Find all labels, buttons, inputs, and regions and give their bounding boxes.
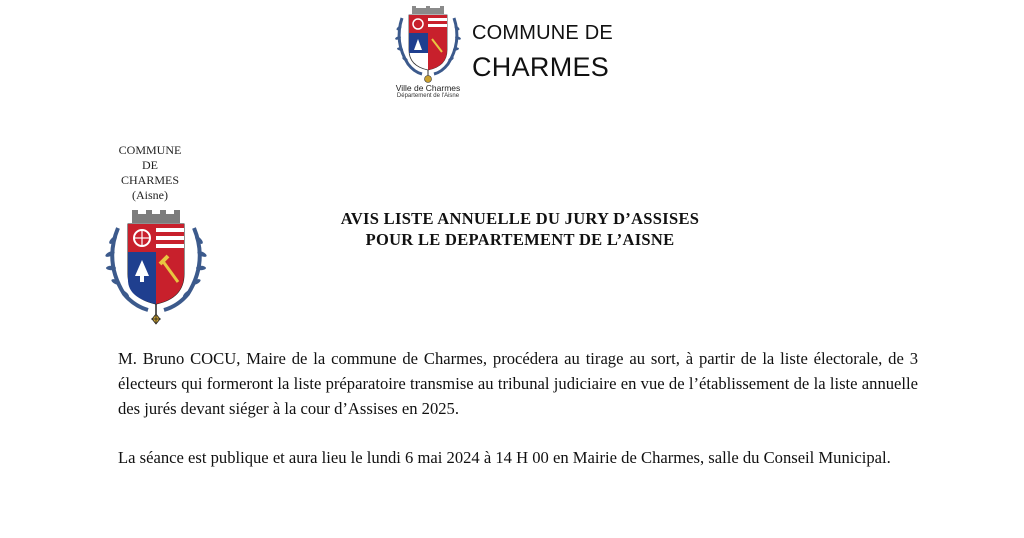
header-title <box>472 21 613 84</box>
letterhead-line4: (Aisne) <box>132 188 168 202</box>
notice-title-line2: POUR LE DEPARTEMENT DE L’AISNE <box>365 230 675 249</box>
letterhead-line1: COMMUNE <box>118 143 182 157</box>
header-title-line1: COMMUNE DE <box>472 22 613 44</box>
letterhead-line3: CHARMES <box>120 173 179 187</box>
coat-of-arms-icon <box>104 210 208 334</box>
header-logo <box>392 6 464 102</box>
letterhead-line2: DE <box>142 158 158 172</box>
letterhead-text <box>100 143 200 203</box>
notice-paragraph-1: M. Bruno COCU, Maire de la commune de Charmes, procédera au tirage au sort, à partir de la liste électorale, de 3 électeurs qui formeront la liste préparatoire transmise au tribunal judiciaire en vue de l’établissement de la liste annuelle des jurés devant siéger à la cour d’Assises en 2025. <box>118 349 918 418</box>
logo-caption-town: Ville de Charmes <box>395 83 461 93</box>
letterhead-crest <box>104 210 208 334</box>
notice-paragraph-2: La séance est publique et aura lieu le lundi 6 mai 2024 à 14 H 00 en Mairie de Charmes, salle du Conseil Municipal. <box>118 448 891 467</box>
logo-caption-department: Département de l'Aisne <box>396 93 460 99</box>
header-title-line2: CHARMES <box>472 52 610 82</box>
coat-of-arms-icon <box>392 6 464 86</box>
notice-title-line1: AVIS LISTE ANNUELLE DU JURY D’ASSISES <box>340 209 700 228</box>
notice-title <box>240 208 800 250</box>
